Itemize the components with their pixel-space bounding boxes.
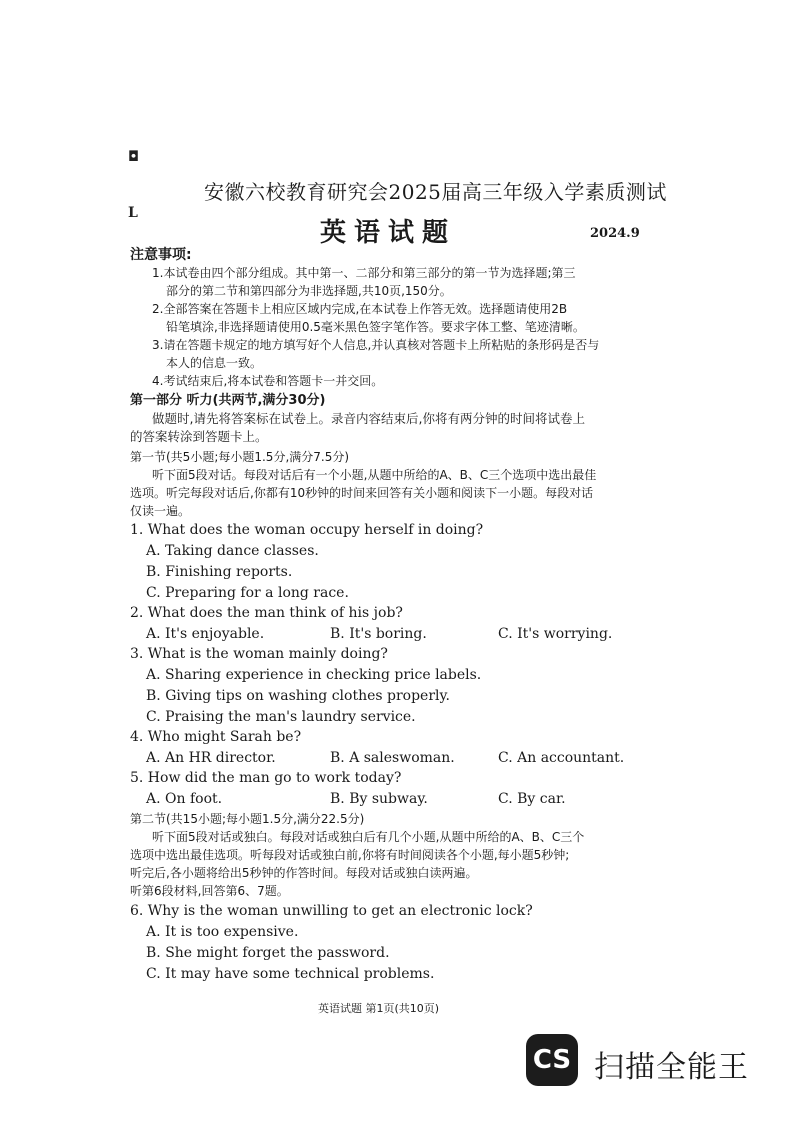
q3-option-c: C. Praising the man's laundry service. [146, 709, 416, 725]
notice-line: 本人的信息一致。 [166, 356, 263, 370]
binding-margin-mark: ◘ [128, 149, 140, 165]
section1-instruction: 仅读一遍。 [130, 504, 191, 518]
q4-option-b: B. A saleswoman. [330, 750, 455, 766]
exam-date: 2024.9 [590, 226, 640, 241]
question-3: 3. What is the woman mainly doing? [130, 646, 388, 662]
section1-heading: 第一节(共5小题;每小题1.5分,满分7.5分) [130, 450, 350, 464]
question-6: 6. Why is the woman unwilling to get an electronic lock? [130, 903, 533, 919]
q3-option-a: A. Sharing experience in checking price labels. [146, 667, 482, 683]
q6-option-b: B. She might forget the password. [146, 945, 390, 961]
camscanner-logo-icon: CS [526, 1034, 578, 1086]
exam-title: 安徽六校教育研究会2025届高三年级入学素质测试 [204, 180, 667, 204]
notice-line: 铅笔填涂,非选择题请使用0.5毫米黑色签字笔作答。要求字体工整、笔迹清晰。 [166, 320, 585, 334]
camscanner-watermark-text: 扫描全能王 [594, 1050, 749, 1085]
q4-option-a: A. An HR director. [146, 750, 276, 766]
section1-instruction: 听下面5段对话。每段对话后有一个小题,从题中所给的A、B、C三个选项中选出最佳 [152, 468, 597, 482]
part1-intro-line: 的答案转涂到答题卡上。 [130, 429, 268, 444]
part1-intro-line: 做题时,请先将答案标在试卷上。录音内容结束后,你将有两分钟的时间将试卷上 [152, 411, 585, 426]
material-note: 听第6段材料,回答第6、7题。 [130, 884, 289, 898]
q5-option-b: B. By subway. [330, 791, 428, 807]
notice-line: 3.请在答题卡规定的地方填写好个人信息,并认真核对答题卡上所粘贴的条形码是否与 [152, 338, 600, 352]
q2-option-c: C. It's worrying. [498, 626, 613, 642]
notice-line: 部分的第二节和第四部分为非选择题,共10页,150分。 [166, 284, 452, 298]
subject-title: 英语试题 [320, 218, 457, 248]
notice-line: 4.考试结束后,将本试卷和答题卡一并交回。 [152, 374, 384, 388]
notice-heading: 注意事项: [130, 247, 192, 263]
section2-instruction: 听下面5段对话或独白。每段对话或独白后有几个小题,从题中所给的A、B、C三个 [152, 830, 585, 844]
binding-margin-mark: L [128, 205, 138, 221]
question-5: 5. How did the man go to work today? [130, 770, 402, 786]
part1-heading: 第一部分 听力(共两节,满分30分) [130, 393, 326, 408]
q4-option-c: C. An accountant. [498, 750, 625, 766]
question-2: 2. What does the man think of his job? [130, 605, 403, 621]
q1-option-b: B. Finishing reports. [146, 564, 293, 580]
section2-instruction: 听完后,各小题将给出5秒钟的作答时间。每段对话或独白读两遍。 [130, 866, 478, 880]
q5-option-c: C. By car. [498, 791, 566, 807]
q2-option-a: A. It's enjoyable. [146, 626, 265, 642]
notice-line: 2.全部答案在答题卡上相应区域内完成,在本试卷上作答无效。选择题请使用2B [152, 302, 568, 316]
q5-option-a: A. On foot. [146, 791, 223, 807]
question-4: 4. Who might Sarah be? [130, 729, 302, 745]
section1-instruction: 选项。听完每段对话后,你都有10秒钟的时间来回答有关小题和阅读下一小题。每段对话 [130, 486, 594, 500]
q1-option-c: C. Preparing for a long race. [146, 585, 349, 601]
section2-instruction: 选项中选出最佳选项。听每段对话或独白前,你将有时间阅读各个小题,每小题5秒钟; [130, 848, 570, 862]
q3-option-b: B. Giving tips on washing clothes properly. [146, 688, 451, 704]
q1-option-a: A. Taking dance classes. [146, 543, 319, 559]
question-1: 1. What does the woman occupy herself in doing? [130, 522, 484, 538]
q6-option-a: A. It is too expensive. [146, 924, 299, 940]
q6-option-c: C. It may have some technical problems. [146, 966, 435, 982]
q2-option-b: B. It's boring. [330, 626, 427, 642]
section2-heading: 第二节(共15小题;每小题1.5分,满分22.5分) [130, 812, 365, 826]
notice-line: 1.本试卷由四个部分组成。其中第一、二部分和第三部分的第一节为选择题;第三 [152, 266, 576, 280]
page-footer: 英语试题 第1页(共10页) [318, 1002, 440, 1015]
